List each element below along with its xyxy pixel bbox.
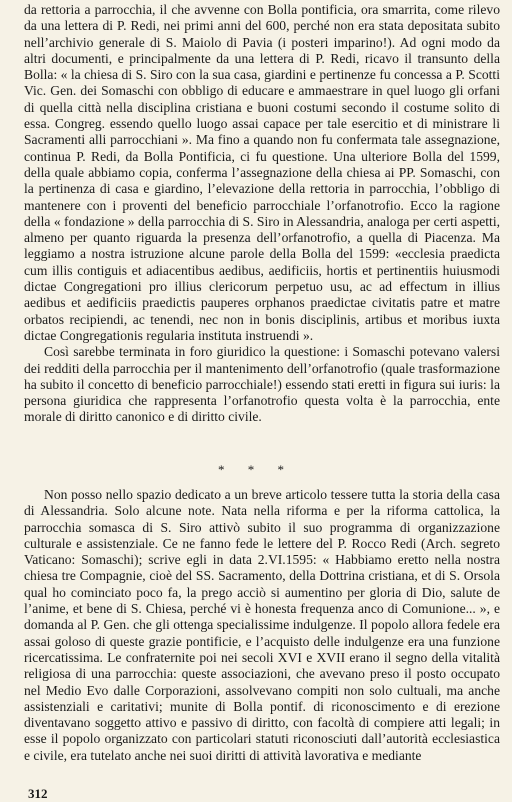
paragraph: Non posso nello spazio dedicato a un breve articolo tessere tutta la storia della casa di Alessandria. Solo alcune note. Nata nella riforma e per la riforma cattolica, la parrocchia somasca di S. Siro attivò subito il suo programma di organizzazione culturale e assistenziale. Ce ne fanno fede le lettere del P. Rocco Redi (Arch. segreto Vaticano: Somaschi); scrive egli in data 2.VI.1595: « Habbiamo eretto nella nostra chiesa tre Compagnie, cioè del SS. Sacramento, della Dottrina cristiana, et di S. Orsola qual ho cominciato poco fa, la prego acciò si aumentino per gloria di Dio, salute de l’anime, et bene di S. Chiesa, perché vi è honesta frequenza anco di Comunione... », e domanda al P. Gen. che gli ottenga specialissime indulgenze. Il popolo allora fedele era assai goloso di queste grazie pontificie, e l’acquisto delle indulgenze era una funzione ricercatissima. Le confraternite poi nei secoli XVI e XVII erano il segno della vitalità religiosa di una parrocchia: queste associazioni, che avevano preso il posto occupato nel Medio Evo dalle Corporazioni, assolvevano compiti non solo cultuali, ma anche assistenziali e caritativi; munite di Bolla pontif. di riconoscimento e di erezione diventavano soggetto attivo e passivo di diritto, con facoltà di compiere atti legali; in esse il popolo organizzato con particolari statuti riconosciuti dall’autorità ecclesiastica e civile, era tutelato anche nei suoi diritti di attività lavorativa e mediante (24, 487, 500, 763)
page-number: 312 (28, 786, 48, 801)
paragraph: da rettoria a parrocchia, il che avvenne con Bolla pontificia, ora smarrita, come rilevo da una lettera di P. Redi, nei primi anni del 600, perché non era stata depositata subito nell’archivio generale di S. Maiolo di Pavia (i posteri imparino!). Ad ogni modo da altri documenti, e principalmente da una lettera di P. Redi, ricavo il transunto della Bolla: « la chiesa di S. Siro con la sua casa, giardini e pertinenze fu concessa a P. Scotti Vic. Gen. dei Somaschi con obbligo di educare e ammaestrare in quel luogo gli orfani di quella città nella disciplina cristiana e buoni costumi secondo il costume solito di essa. Congreg. essendo quello luogo assai capace per tale esercitio et di ministrare li Sacramenti alli parrocchiani ». Ma fino a quando non fu confermata tale assegnazione, continua P. Redi, da Bolla Pontificia, ci fu questione. Una ulteriore Bolla del 1599, della quale abbiamo copia, conferma l’assegnazione della chiesa ai PP. Somaschi, con la pertinenza di casa e giardino, l’elevazione della rettoria in parrocchia, l’obbligo di mantenere con i proventi del beneficio parrocchiale l’orfanotrofio. Ecco la ragione della « fondazione » della parrocchia di S. Siro in Alessandria, analoga per certi aspetti, almeno per quanto riguarda la presenza dell’orfanotrofio, a quella di Piacenza. Ma leggiamo a nostra istruzione alcune parole della Bolla del 1599: «ecclesia praedicta cum illis contiguis et adiacentibus aedibus, aedificiis, hortis et pertinentiis huiusmodi dictae Congregationi pro illius clericorum perpetuo usu, ac ad effectum in illius aedibus et aedificiis praedictis pauperes orphanos praedictae civitatis patre et matre orbatos recipiendi, ac tenendi, nec non in bonis disciplinis, artibus et moribus iuxta dictae Congregationis regularia instituta instruendi ». (24, 2, 500, 343)
text-block-bottom (24, 487, 500, 764)
text-block-top (24, 2, 500, 426)
section-separator: * * * (218, 462, 294, 477)
paragraph: Così sarebbe terminata in foro giuridico la questione: i Somaschi potevano valersi dei redditi della parrocchia per il mantenimento dell’orfanotrofio (quale trasformazione ha subito il concetto di beneficio parrocchiale!) essendo stati eretti in figura sui iuris: la persona giuridica che rappresenta l’orfanotrofio questa volta è la parrocchia, ente morale di diritto canonico e di diritto civile. (24, 344, 500, 425)
